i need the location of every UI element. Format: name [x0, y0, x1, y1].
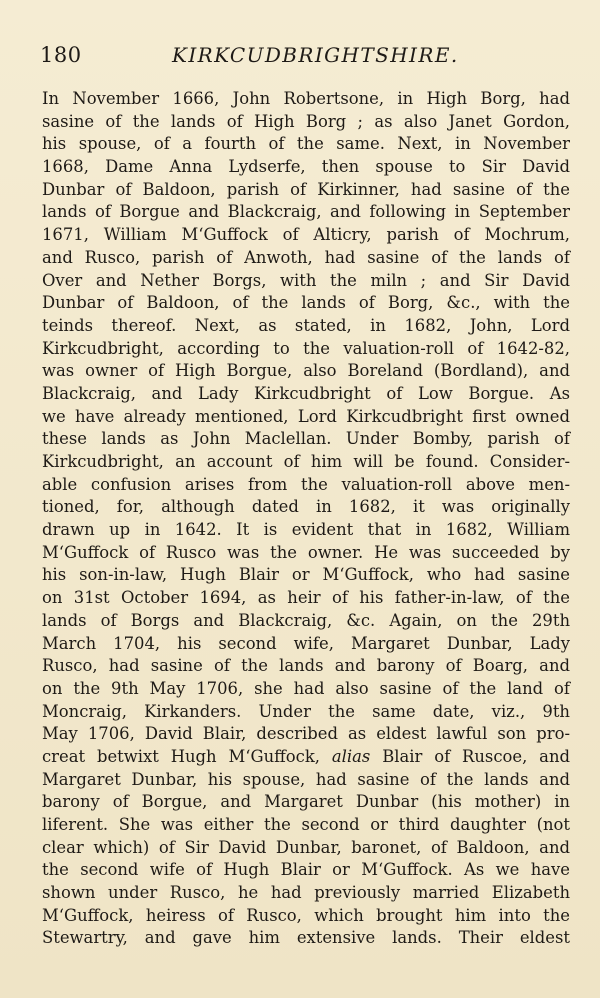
text-line: M‘Guffock, heiress of Rusco, which brought him into the: [42, 905, 570, 925]
text-line: 1671, William M‘Guffock of Alticry, parish of Mochrum,: [42, 225, 570, 245]
italic-word: alias: [331, 746, 371, 766]
text-segment: creat betwixt Hugh M‘Guffock,: [42, 746, 320, 766]
text-line: we have already mentioned, Lord Kirkcudbright first owned: [42, 406, 570, 426]
text-line: Blackcraig, and Lady Kirkcudbright of Low Borgue. As: [42, 383, 570, 403]
page-number: 180: [40, 43, 82, 67]
text-line: barony of Borgue, and Margaret Dunbar (his mother) in: [42, 792, 570, 812]
text-segment: Blair of Ruscoe, and: [382, 746, 570, 766]
text-line: his son-in-law, Hugh Blair or M‘Guffock, who had sasine: [42, 565, 570, 585]
text-line: sasine of the lands of High Borg ; as also Janet Gordon,: [42, 111, 570, 131]
text-line: Margaret Dunbar, his spouse, had sasine of the lands and: [42, 769, 570, 789]
text-line: tioned, for, although dated in 1682, it was originally: [42, 497, 570, 517]
text-line: Dunbar of Baldoon, parish of Kirkinner, had sasine of the: [42, 179, 570, 199]
text-line: M‘Guffock of Rusco was the owner. He was succeeded by: [42, 542, 570, 562]
text-line: In November 1666, John Robertsone, in High Borg, had: [42, 89, 570, 108]
text-line: lands of Borgs and Blackcraig, &c. Again, on the 29th: [42, 610, 570, 630]
text-line: liferent. She was either the second or third daughter (not: [42, 815, 570, 834]
text-line: lands of Borgue and Blackcraig, and following in September: [42, 202, 570, 222]
text-line: on 31st October 1694, as heir of his father-in-law, of the: [42, 588, 570, 608]
running-head: [40, 40, 570, 70]
text-line: Kirkcudbright, according to the valuation-roll of 1642-82,: [42, 338, 570, 358]
text-line: Rusco, had sasine of the lands and barony of Boarg, and: [42, 656, 570, 676]
text-line: May 1706, David Blair, described as eldest lawful son pro-: [42, 724, 570, 744]
text-line: Stewartry, and gave him extensive lands. Their eldest: [42, 928, 570, 948]
text-line: able confusion arises from the valuation-roll above men-: [42, 474, 570, 494]
text-line-with-italic: [42, 746, 570, 769]
text-line: his spouse, of a fourth of the same. Next, in November: [42, 134, 570, 154]
text-line: the second wife of Hugh Blair or M‘Guffock. As we have: [42, 860, 570, 880]
text-line: these lands as John Maclellan. Under Bomby, parish of: [42, 429, 570, 449]
text-line: Moncraig, Kirkanders. Under the same date, viz., 9th: [42, 701, 570, 721]
text-line: drawn up in 1642. It is evident that in 1682, William: [42, 520, 570, 540]
text-line: 1668, Dame Anna Lydserfe, then spouse to Sir David: [42, 157, 570, 177]
text-line: shown under Rusco, he had previously married Elizabeth: [42, 883, 570, 903]
text-line: Dunbar of Baldoon, of the lands of Borg, &c., with the: [42, 293, 570, 313]
text-line: Kirkcudbright, an account of him will be found. Consider-: [42, 452, 570, 471]
text-line: teinds thereof. Next, as stated, in 1682, John, Lord: [42, 315, 570, 335]
text-line: March 1704, his second wife, Margaret Dunbar, Lady: [42, 633, 570, 653]
text-line: Over and Nether Borgs, with the miln ; and Sir David: [42, 270, 570, 290]
body-text: [42, 88, 570, 950]
text-line: and Rusco, parish of Anwoth, had sasine of the lands of: [42, 247, 570, 267]
running-title: KIRKCUDBRIGHTSHIRE.: [172, 43, 459, 67]
text-line: clear which) of Sir David Dunbar, baronet, of Baldoon, and: [42, 837, 570, 857]
text-line: on the 9th May 1706, she had also sasine of the land of: [42, 678, 570, 698]
text-line: was owner of High Borgue, also Boreland (Bordland), and: [42, 361, 570, 381]
